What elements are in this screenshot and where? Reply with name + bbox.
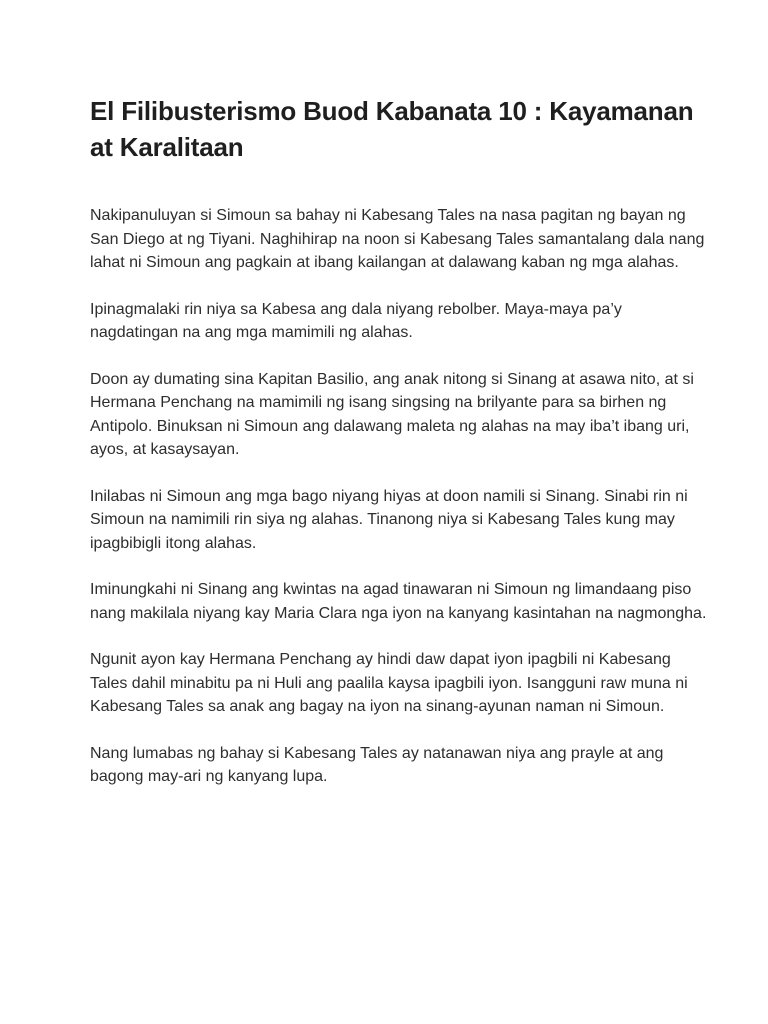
document-title: El Filibusterismo Buod Kabanata 10 : Kayamanan at Karalitaan: [90, 96, 694, 162]
paragraph-6: Ngunit ayon kay Hermana Penchang ay hindi daw dapat iyon ipagbili ni Kabesang Tales dahil minabitu pa ni Huli ang paalila kaysa ipagbili iyon. Isangguni raw muna ni Kabesang Tales sa anak ang bagay na iyon na sinang-ayunan naman ni Simoun.: [90, 651, 688, 715]
paragraph-4: Inilabas ni Simoun ang mga bago niyang hiyas at doon namili si Sinang. Sinabi rin ni Simoun na namimili rin siya ng alahas. Tinanong niya si Kabesang Tales kung may ipagbibigli itong alahas.: [90, 487, 688, 552]
paragraph-1: Nakipanuluyan si Simoun sa bahay ni Kabesang Tales na nasa pagitan ng bayan ng San Diego at ng Tiyani. Naghihirap na noon si Kabesang Tales samantalang dala nang lahat ni Simoun ang pagkain at ibang kailangan at dalawang kaban ng mga alahas.: [90, 207, 705, 271]
paragraph-2: Ipinagmalaki rin niya sa Kabesa ang dala niyang rebolber. Maya-maya pa’y nagdatingan na ang mga mamimili ng alahas.: [90, 300, 622, 341]
paragraph-5: Iminungkahi ni Sinang ang kwintas na agad tinawaran ni Simoun ng limandaang piso nang makilala niyang kay Maria Clara nga iyon na kanyang kasintahan na nagmongha.: [90, 581, 707, 622]
paragraph-7: Nang lumabas ng bahay si Kabesang Tales ay natanawan niya ang prayle at ang bagong may-ari ng kanyang lupa.: [90, 744, 664, 785]
paragraph-3: Doon ay dumating sina Kapitan Basilio, ang anak nitong si Sinang at asawa nito, at si Hermana Penchang na mamimili ng isang singsing na brilyante para sa birhen ng Antipolo. Binuksan ni Simoun ang dalawang maleta ng alahas na may iba’t ibang uri, ayos, at kasaysayan.: [90, 370, 694, 458]
